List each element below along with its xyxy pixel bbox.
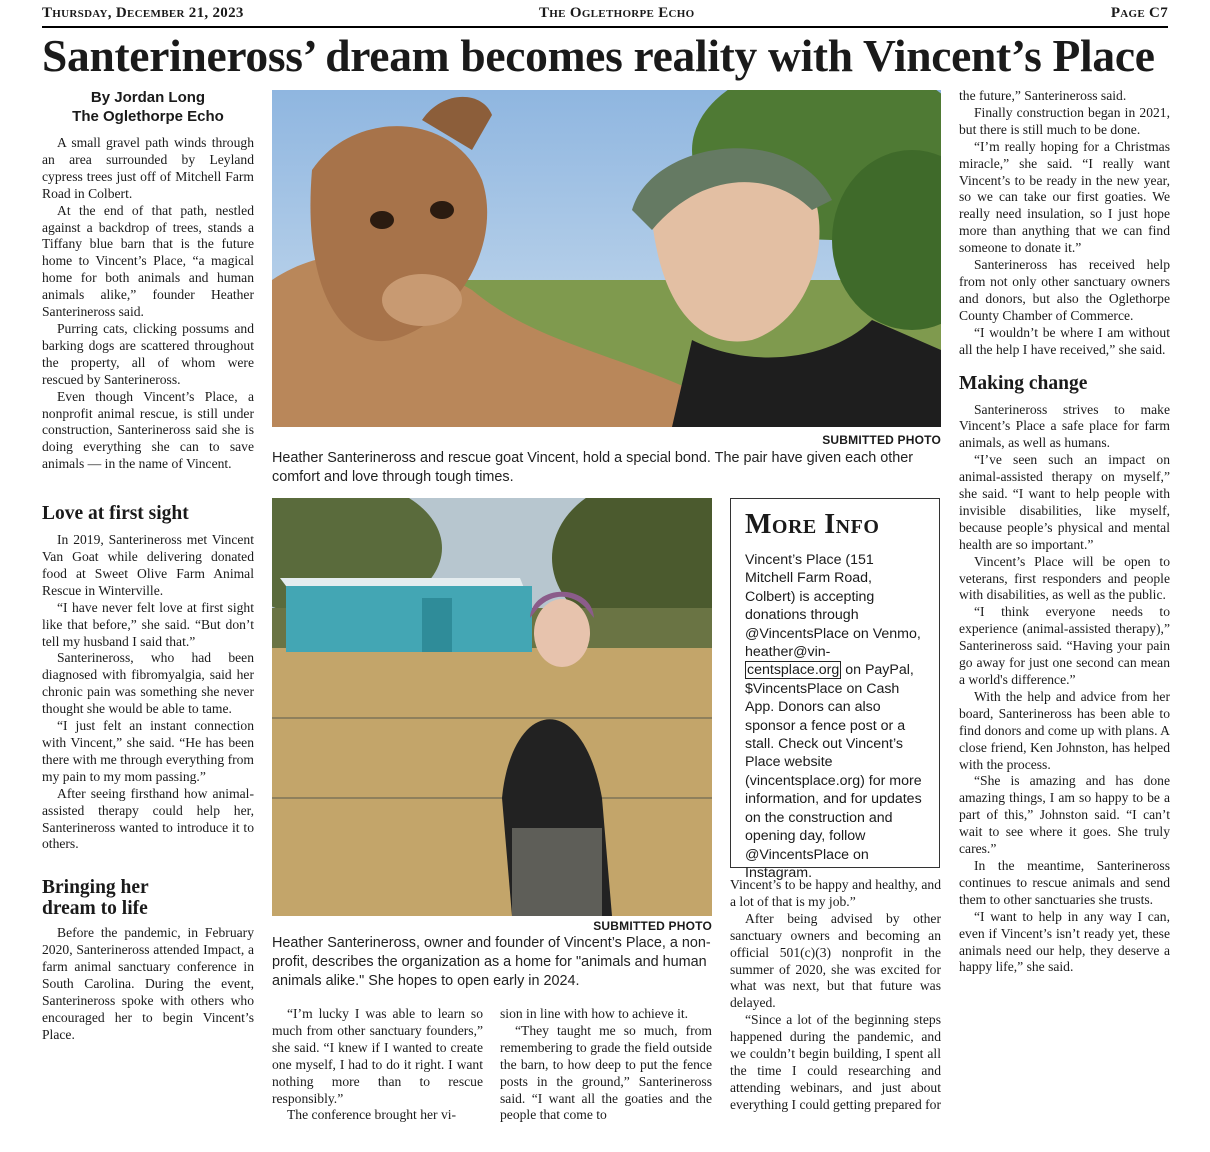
more-info-title: More Info [745,509,880,540]
paragraph: “She is amazing and has done amazing things, I am so happy to be a part of this,” Johnston said. “I can’t wait to see where it goes. She truly cares.” [959,773,1170,857]
paragraph: Santerineross has received help from not only other sanctuary owners and donors, but also the Oglethorpe County Chamber of Commerce. [959,257,1170,323]
subheading-line: Bringing her [42,877,149,899]
paragraph: “I just felt an instant connection with Vincent,” she said. “He has been there with me through everything from my pain to my mom passing.” [42,718,254,784]
article-column-5 [959,88,1170,976]
paragraph: With the help and advice from her board, Santerineross has been able to find donors and come up with plans. A close friend, Ken Johnston, has helped with the process. [959,688,1170,772]
photo-goat-selfie [272,90,941,427]
subheading-making-change: Making change [959,372,1088,394]
byline [42,88,254,126]
article-column-1 [42,135,254,1044]
paragraph: A small gravel path winds through an area surrounded by Leyland cypress trees just off of Mitchell Farm Road in Colbert. [42,135,254,201]
paper-name: The Oglethorpe Echo [539,5,695,21]
paragraph: Even though Vincent’s Place, a nonprofit animal rescue, is still under construction, Santerineross said she is doing everything she can to save animals — in the name of Vincent. [42,388,254,472]
issue-date: Thursday, December 21, 2023 [42,5,244,21]
paragraph: Finally construction began in 2021, but there is still much to be done. [959,104,1170,137]
paragraph: After being advised by other sanctuary owners and becoming an official 501(c)(3) nonprofit in the summer of 2020, she was excited for what was next, but that future was delayed. [730,910,941,1011]
website-link[interactable]: centsplace.org [747,662,840,679]
photo-credit: SUBMITTED PHOTO [822,433,941,447]
owner-barn-image [272,498,712,916]
byline-author: By Jordan Long [90,89,206,106]
paragraph: “I’m lucky I was able to learn so much from other sanctuary founders,” she said. “I knew if I wanted to create one myself, I had to do it right. I want nothing more than to rescue responsibly.” [272,1006,483,1106]
page-number: Page C7 [1110,5,1168,21]
subheading-bringing [42,877,254,919]
paragraph: the future,” Santerineross said. [959,88,1127,103]
article-column-4 [730,877,941,1114]
more-info-body [745,551,925,882]
paragraph: Before the pandemic, in February 2020, Santerineross attended Impact, a farm animal sanctuary conference in South Carolina. During the event, Santerineross spoke with others who encouraged her to begin Vincent’s Place. [42,925,254,1042]
masthead [42,4,1168,28]
paragraph: “I think everyone needs to experience (animal-assisted therapy),” Santerineross said. “Having your pain go away for just one second can mean a world's difference.” [959,604,1170,687]
paragraph: Vincent’s Place will be open to veterans, first responders and people with disabilities, as well as the public. [959,553,1170,603]
paragraph: “I’ve seen such an impact on animal-assisted therapy on myself,” she said. “I want to help people with invisible disabilities, like myself, because people’s physical and mental health are so important.” [959,452,1170,552]
paragraph: “Since a lot of the beginning steps happened during the pandemic, and we couldn’t begin building, I spent all the time I could researching and attending webinars, and just about everything I could getting prepared for [730,1012,942,1112]
paragraph: sion in line with how to achieve it. [500,1006,689,1021]
paragraph: “I have never felt love at first sight like that before,” she said. “But don’t tell my husband I said that.” [42,599,254,649]
paragraph: The conference brought her vi- [287,1107,457,1123]
paragraph: At the end of that path, nestled against a backdrop of trees, stands a Tiffany blue barn that is the future home to Vincent’s Place, “a magical home for both animals and human animals alike,” founder Heather Santerineross said. [42,202,254,320]
paragraph: Santerineross, who had been diagnosed with fibromyalgia, said her chronic pain was something she never thought she would be able to tame. [42,650,254,717]
article-column-2 [272,1006,483,1124]
paragraph: Vincent’s to be happy and healthy, and a lot of that is my job.” [730,877,941,909]
paragraph: Purring cats, clicking possums and barking dogs are scattered throughout the property, all of whom were rescued by Santerineross. [42,320,254,387]
headline: Santerineross’ dream becomes reality with Vincent’s Place [42,30,1155,81]
photo-owner-barn [272,498,712,916]
more-info-text: on PayPal, $VincentsPlace on Cash App. Donors can also sponsor a fence post or a stall. Check out Vincent’s Place website (vincentsplace.org) for more information, and for updates on the construction and opening day, follow @VincentsPlace on Instagram. [745,662,922,881]
subheading-love: Love at first sight [42,503,189,525]
byline-outlet: The Oglethorpe Echo [72,108,224,125]
goat-selfie-image [272,90,941,427]
paragraph: “I want to help in any way I can, even if Vincent’s isn’t ready yet, these animals need our help, they deserve a happy life,” she said. [959,908,1170,975]
paragraph: In 2019, Santerineross met Vincent Van Goat while delivering donated food at Sweet Olive Farm Animal Rescue in Winterville. [42,532,254,598]
article-column-3 [500,1006,712,1124]
photo-caption: Heather Santerineross and rescue goat Vincent, hold a special bond. The pair have given each other comfort and love through tough times. [272,450,914,485]
more-info-box [730,498,940,881]
paragraph: Santerineross strives to make Vincent’s Place a safe place for farm animals, as well as humans. [959,401,1170,451]
paragraph: In the meantime, Santerineross continues to rescue animals and send them to other sanctuaries she trusts. [959,857,1170,907]
paragraph: “I wouldn’t be where I am without all the help I have received,” she said. [959,324,1170,357]
more-info-text: Vincent’s Place (151 Mitchell Farm Road, Colbert) is accepting donations through @VincentsPlace on Venmo, heather@vin- [745,552,921,661]
paragraph: “They taught me so much, from remembering to grade the field outside the barn, to how deep to put the fence posts in the ground,” Santerineross said. “I want all the goaties and the people that come to [500,1022,712,1123]
subheading-line: dream to life [42,898,148,920]
photo-caption: Heather Santerineross, owner and founder of Vincent’s Place, a non-profit, describes the organization as a home for "animals and human animals alike." She hopes to open early in 2024. [272,935,711,989]
paragraph: “I’m really hoping for a Christmas miracle,” she said. “I really want Vincent’s to be ready in the new year, so we can take our first goaties. We really need insulation, so I just hope more than anything that we can find someone to donate it.” [959,138,1170,256]
paragraph: After seeing firsthand how animal-assisted therapy could help her, Santerineross wanted to introduce it to others. [42,785,254,852]
photo-credit: SUBMITTED PHOTO [593,919,712,933]
